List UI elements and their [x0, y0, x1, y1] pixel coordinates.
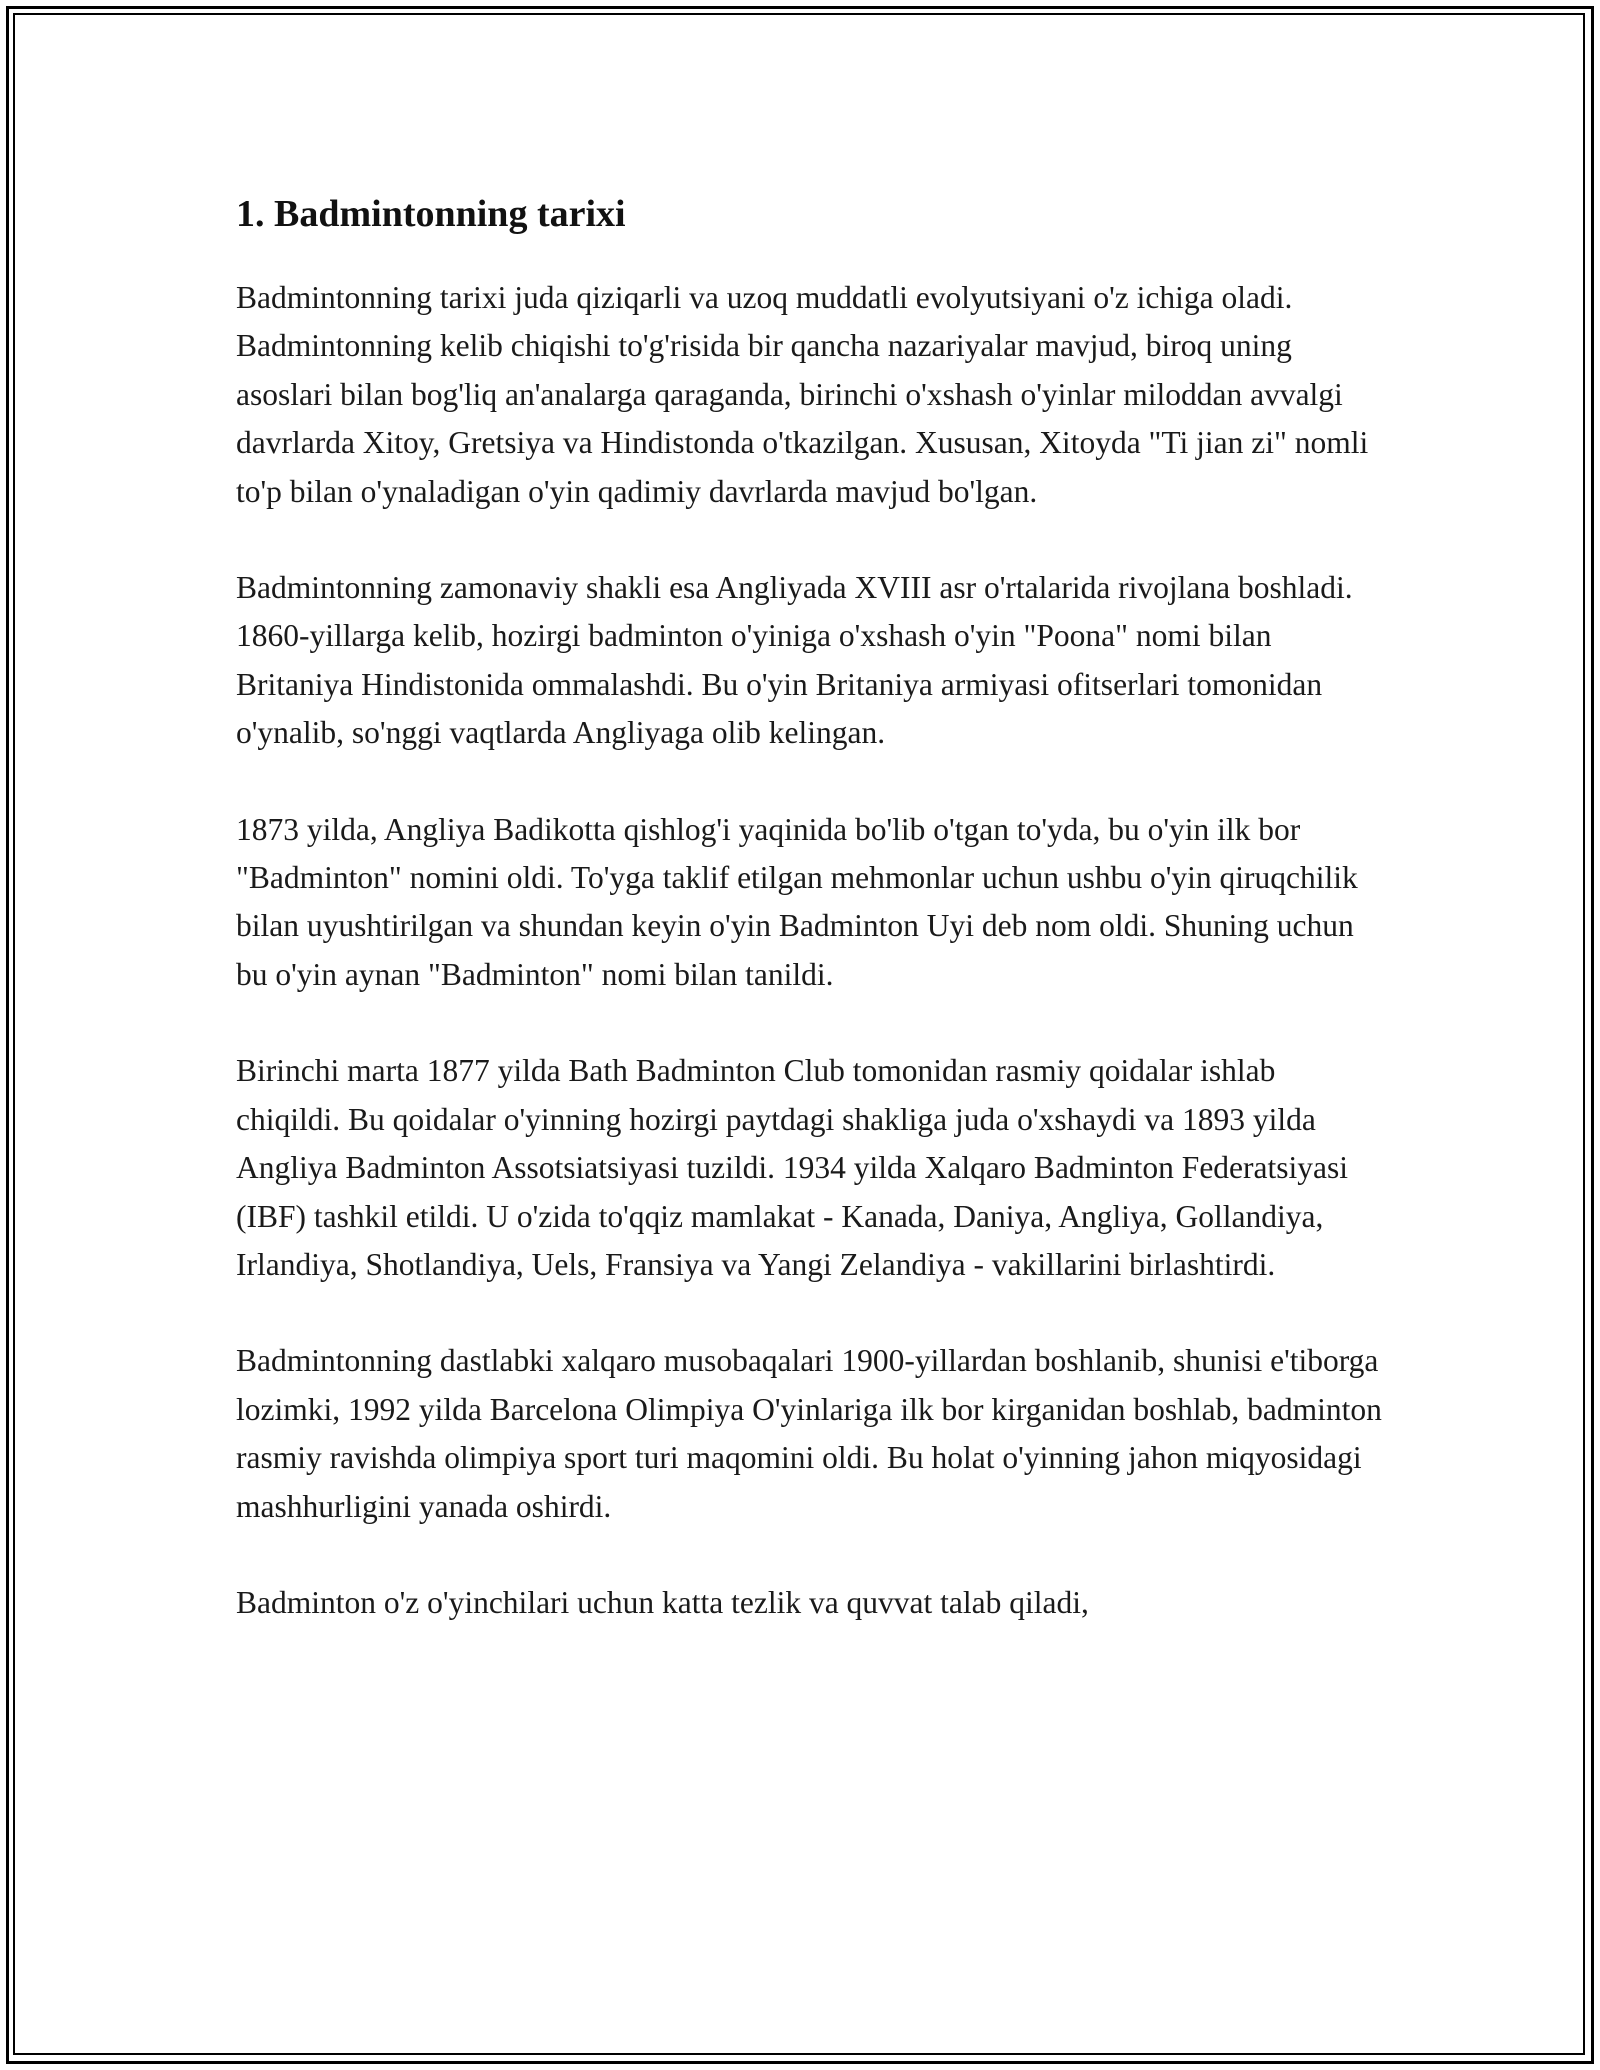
paragraph-4: Birinchi marta 1877 yilda Bath Badminton Club tomonidan rasmiy qoidalar ishlab chiqildi. Bu qoidalar o'yinning hozirgi paytdagi shakliga juda o'xshaydi va 1893 yilda Angliya Badminton Assotsiatsiyasi tuzildi. 1934 yilda Xalqaro Badminton Federatsiyasi (IBF) tashkil etildi. U o'zida to'qqiz mamlakat - Kanada, Daniya, Angliya, Gollandiya, Irlandiya, Shotlandiya, Uels, Fransiya va Yangi Zelandiya - vakillarini birlashtirdi.: [236, 1053, 1349, 1282]
section-heading: 1. Badmintonning tarixi: [236, 193, 626, 235]
paragraph-1: Badmintonning tarixi juda qiziqarli va uzoq muddatli evolyutsiyani o'z ichiga oladi. Badmintonning kelib chiqishi to'g'risida bir qancha nazariyalar mavjud, biroq uning asoslari bilan bog'liq an'analarga qaraganda, birinchi o'xshash o'yinlar miloddan avvalgi davrlarda Xitoy, Gretsiya va Hindistonda o'tkazilgan. Xususan, Xitoyda "Ti jian zi" nomli to'p bilan o'ynaladigan o'yin qadimiy davrlarda mavjud bo'lgan.: [236, 280, 1369, 509]
paragraph-5: Badmintonning dastlabki xalqaro musobaqalari 1900-yillardan boshlanib, shunisi e'tiborga lozimki, 1992 yilda Barcelona Olimpiya O'yinlariga ilk bor kirganidan boshlab, badminton rasmiy ravishda olimpiya sport turi maqomini oldi. Bu holat o'yinning jahon miqyosidagi mashhurligini yanada oshirdi.: [236, 1343, 1382, 1524]
document-body: [236, 186, 1386, 1675]
paragraph-6: Badminton o'z o'yinchilari uchun katta tezlik va quvvat talab qiladi,: [236, 1584, 1089, 1620]
paragraph-2: Badmintonning zamonaviy shakli esa Angliyada XVIII asr o'rtalarida rivojlana boshladi. 1860-yillarga kelib, hozirgi badminton o'yiniga o'xshash o'yin "Poona" nomi bilan Britaniya Hindistonida ommalashdi. Bu o'yin Britaniya armiyasi ofitserlari tomonidan o'ynalib, so'nggi vaqtlarda Angliyaga olib kelingan.: [236, 570, 1353, 751]
paragraph-3: 1873 yilda, Angliya Badikotta qishlog'i yaqinida bo'lib o'tgan to'yda, bu o'yin ilk bor "Badminton" nomini oldi. To'yga taklif etilgan mehmonlar uchun ushbu o'yin qiruqchilik bilan uyushtirilgan va shundan keyin o'yin Badminton Uyi deb nom oldi. Shuning uchun bu o'yin aynan "Badminton" nomi bilan tanildi.: [236, 811, 1358, 992]
